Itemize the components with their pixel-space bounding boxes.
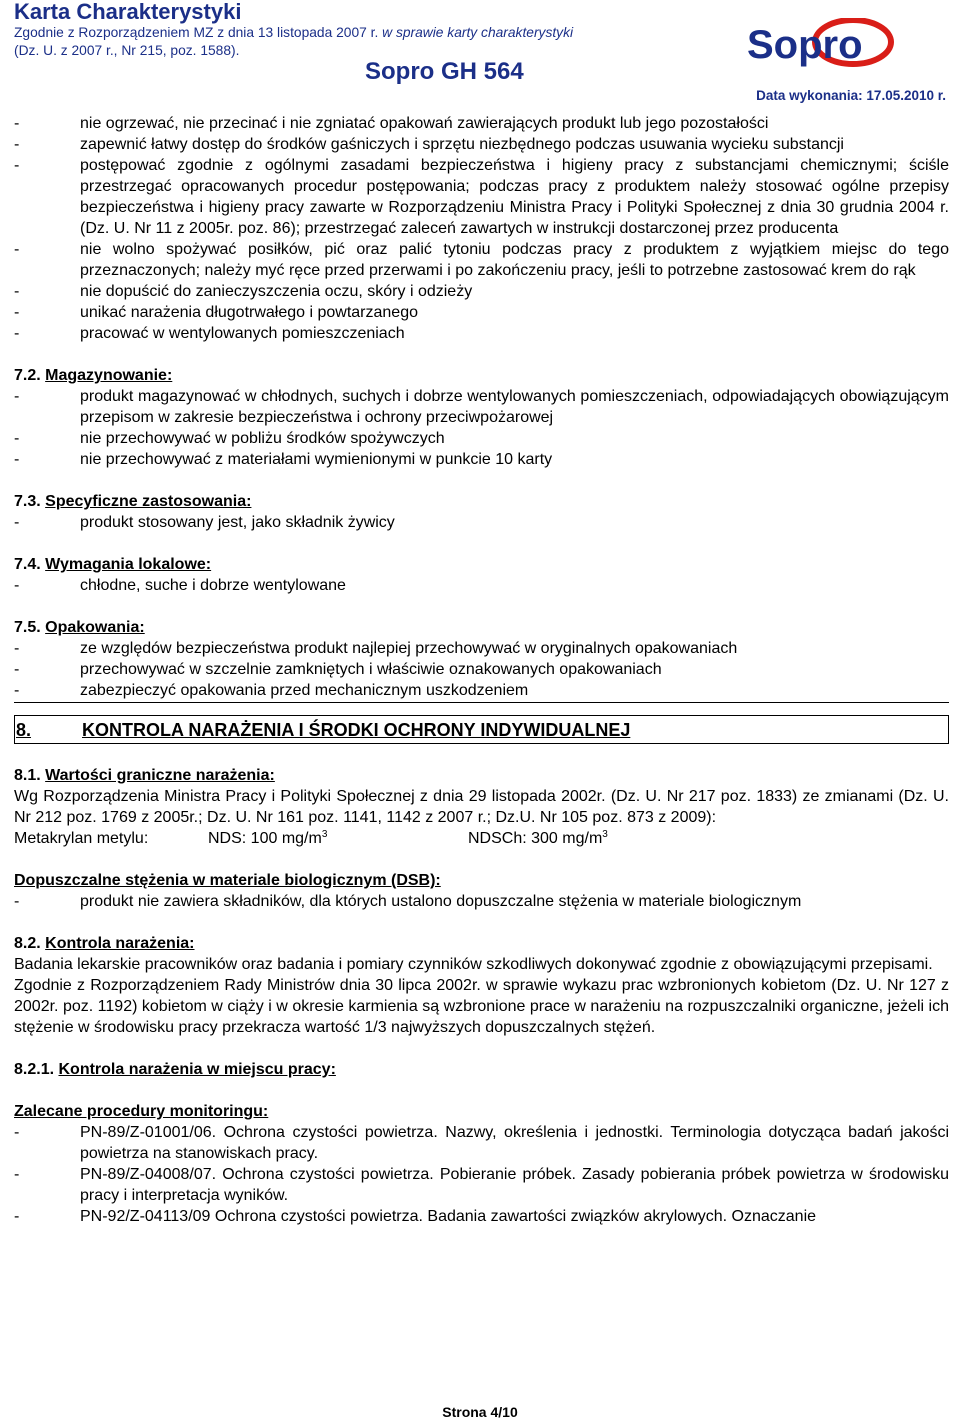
list-item: - produkt nie zawiera składników, dla których ustalono dopuszczalne stężenia w materiale biologicznym <box>14 893 802 910</box>
list-item: - PN-89/Z-04008/07. Ochrona czystości powietrza. Pobieranie próbek. Zasady pobierania próbek powietrza w środowisku pracy i interpretacja wyników. <box>14 1166 949 1204</box>
list-item: - produkt magazynować w chłodnych, suchych i dobrze wentylowanych pomieszczeniach, odpowiadających obowiązującym przepisom w zakresie bezpieczeństwa i ochrony przeciwpożarowej <box>14 388 949 426</box>
list-item: - przechowywać w szczelnie zamkniętych i właściwie oznakowanych opakowaniach <box>14 661 662 678</box>
section-8-1-heading: 8.1. Wartości graniczne narażenia: <box>14 767 275 784</box>
list-item: - zabezpieczyć opakowania przed mechanicznym uszkodzeniem <box>14 682 529 699</box>
monitoring-heading: Zalecane procedury monitoringu: <box>14 1103 269 1120</box>
list-item: - nie ogrzewać, nie przecinać i nie zgniatać opakowań zawierających produkt lub jego pozostałości <box>14 115 769 132</box>
logo-text: Sopro <box>747 23 863 67</box>
section-8-2-heading: 8.2. Kontrola narażenia: <box>14 935 195 952</box>
section-8-2-1-heading: 8.2.1. Kontrola narażenia w miejscu pracy: <box>14 1061 336 1078</box>
regulation-line-1-italic: w sprawie karty charakterystyki <box>382 25 574 40</box>
substance-name: Metakrylan metylu: <box>14 830 149 847</box>
list-item: - produkt stosowany jest, jako składnik żywicy <box>14 514 395 531</box>
section-8-2-paragraph-1: Badania lekarskie pracowników oraz badania i pomiary czynników szkodliwych dokonywać zgodnie z obowiązującymi przepisami. <box>14 956 933 973</box>
section-7-3-heading: 7.3. Specyficzne zastosowania: <box>14 493 252 510</box>
list-item: - zapewnić łatwy dostęp do środków gaśniczych i sprzętu niezbędnego podczas usuwania wycieku substancji <box>14 136 844 153</box>
document-title: Karta Charakterystyki <box>14 0 242 24</box>
list-item: - nie dopuścić do zanieczyszczenia oczu, skóry i odzieży <box>14 283 473 300</box>
regulation-line-1: Zgodnie z Rozporządzeniem MZ z dnia 13 listopada 2007 r. <box>14 25 379 40</box>
list-item: - chłodne, suche i dobrze wentylowane <box>14 577 346 594</box>
section-8-2-paragraph-2: Zgodnie z Rozporządzeniem Rady Ministrów dnia 30 lipca 2002r. w sprawie wykazu prac wzbronionych kobietom (Dz. U. Nr 127 z 2002r. poz. 1192) kobietom w ciąży i w okresie karmienia są wzbronione prace w narażeniu na rozpuszczalniki organiczne, jeżeli ich stężenie w środowisku pracy przekracza wartość 1/3 najwyższych dopuszczalnych stężeń. <box>14 977 949 1036</box>
section-7-5-heading: 7.5. Opakowania: <box>14 619 145 636</box>
nds-value: NDS: 100 $mg/m^3$ <box>208 829 328 847</box>
section-8-heading: 8. KONTROLA NARAŻENIA I ŚRODKI OCHRONY INDYWIDUALNEJ <box>14 715 949 744</box>
regulation-reference <box>14 24 634 60</box>
list-item: - postępować zgodnie z ogólnymi zasadami bezpieczeństwa i higieny pracy z substancjami chemicznymi; ściśle przestrzegać opracowanych procedur postępowania; podczas pracy z produktem należy stosować ogólne przepisy bezpieczeństwa i higieny pracy zawarte w Rozporządzeniu Ministra Pracy i Polityki Społecznej z dnia 30 grudnia 2004 r. (Dz. U. Nr 11 z 2005r. poz. 86); przestrzegać zaleceń zawartych w instrukcji dostarczonej przez producenta <box>14 157 949 237</box>
dsb-heading: Dopuszczalne stężenia w materiale biologicznym (DSB): <box>14 872 441 889</box>
section-7-2-heading: 7.2. Magazynowanie: <box>14 367 173 384</box>
list-item: - PN-92/Z-04113/09 Ochrona czystości powietrza. Badania zawartości związków akrylowych. Oznaczanie <box>14 1208 817 1225</box>
product-name: Sopro GH 564 <box>365 58 524 85</box>
page-number: Strona 4/10 <box>442 1404 518 1420</box>
list-item: - unikać narażenia długotrwałego i powtarzanego <box>14 304 418 321</box>
ndsch-value: NDSCh: 300 $mg/m^3$ <box>468 829 608 847</box>
sopro-logo <box>745 18 895 74</box>
section-8-1-text: Wg Rozporządzenia Ministra Pracy i Polityki Społecznej z dnia 29 listopada 2002r. (Dz. U. Nr 217 poz. 1833) ze zmianami (Dz. U. Nr 212 poz. 1769 z 2005r.; Dz. U. Nr 161 poz. 1141, 1142 z 2007 r.; Dz.U. Nr 105 poz. 873 z 2009): <box>14 788 949 826</box>
creation-date: Data wykonania: 17.05.2010 r. <box>756 88 946 103</box>
section-divider <box>14 702 949 703</box>
list-item: - nie przechowywać w pobliżu środków spożywczych <box>14 430 445 447</box>
list-item: - nie przechowywać z materiałami wymienionymi w punkcie 10 karty <box>14 451 553 468</box>
list-item: - pracować w wentylowanych pomieszczeniach <box>14 325 405 342</box>
handling-list <box>14 113 949 344</box>
exposure-limits-row <box>14 828 949 849</box>
page-content <box>14 113 949 1227</box>
list-item: - ze względów bezpieczeństwa produkt najlepiej przechowywać w oryginalnych opakowaniach <box>14 640 738 657</box>
section-7-4-heading: 7.4. Wymagania lokalowe: <box>14 556 212 573</box>
list-item: - nie wolno spożywać posiłków, pić oraz palić tytoniu podczas pracy z produktem z wyjątkiem miejsc do tego przeznaczonych; należy myć ręce przed przerwami i po zakończeniu pracy, jeśli to potrzebne zastosować krem do rąk <box>14 241 949 279</box>
list-item: - PN-89/Z-01001/06. Ochrona czystości powietrza. Nazwy, określenia i jednostki. Terminologia dotycząca badań jakości powietrza na stanowiskach pracy. <box>14 1124 949 1162</box>
regulation-line-2: (Dz. U. z 2007 r., Nr 215, poz. 1588). <box>14 43 240 58</box>
